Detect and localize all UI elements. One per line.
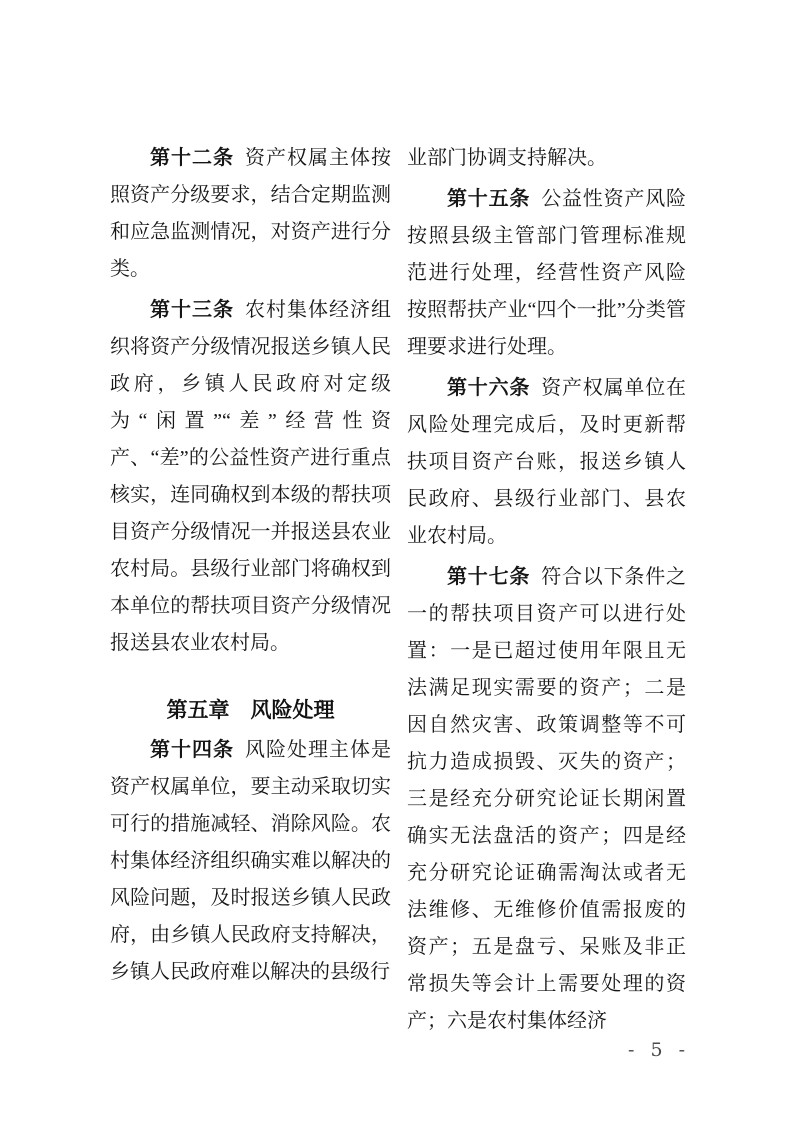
article-16-text: 资产权属单位在风险处理完成后，及时更新帮扶项目资产台账，报送乡镇人民政府、县级行业部门、县农业农村局。 — [407, 377, 687, 547]
article-13-text: 农村集体经济组织将资产分级情况报送乡镇人民政府，乡镇人民政府对定级为“闲置”“差”经营性资产、“差”的公益性资产进行重点核实，连同确权到本级的帮扶项目资产分级情况一并报送县农业农村局。县级行业部门将确权到本单位的帮扶项目资产分级情况报送县农业农村局。 — [110, 299, 391, 654]
article-15-text: 公益性资产风险按照县级主管部门管理标准规范进行处理，经营性资产风险按照帮扶产业“四个一批”分类管理要求进行处理。 — [407, 188, 687, 358]
article-12-paragraph — [110, 140, 391, 288]
article-17-paragraph — [407, 559, 686, 1040]
page-number: - 5 - — [628, 1039, 691, 1061]
article-17-text: 符合以下条件之一的帮扶项目资产可以进行处置：一是已超过使用年限且无法满足现实需要的资产；二是因自然灾害、政策调整等不可抗力造成损毁、灭失的资产；三是经充分研究论证长期闲置确实无法盘活的资产；四是经充分研究论证确需淘汰或者无法维修、无维修价值需报废的资产；五是盘亏、呆账及非正常损失等会计上需要处理的资产；六是农村集体经济 — [407, 566, 687, 1032]
article-12-text: 资产权属主体按照资产分级要求，结合定期监测和应急监测情况，对资产进行分类。 — [110, 147, 391, 280]
article-13-paragraph — [110, 292, 391, 662]
right-text-column — [407, 140, 686, 1044]
article-14-label: 第十四条 — [150, 739, 234, 761]
article-14-text: 风险处理主体是资产权属单位，要主动采取切实可行的措施减轻、消除风险。农村集体经济组织确实难以解决的风险问题，及时报送乡镇人民政府，由乡镇人民政府支持解决，乡镇人民政府难以解决的县级行 — [110, 739, 391, 983]
left-text-column — [110, 140, 391, 995]
article-12-label: 第十二条 — [150, 147, 234, 169]
article-16-label: 第十六条 — [447, 377, 531, 399]
article-13-label: 第十三条 — [150, 299, 234, 321]
article-15-label: 第十五条 — [447, 188, 531, 210]
article-17-label: 第十七条 — [447, 566, 531, 588]
article-14-paragraph — [110, 732, 391, 991]
chapter-5-heading: 第五章 风险处理 — [166, 699, 335, 722]
article-16-paragraph — [407, 370, 686, 555]
article-14-continuation-text: 业部门协调支持解决。 — [407, 147, 607, 169]
article-15-paragraph — [407, 181, 686, 366]
